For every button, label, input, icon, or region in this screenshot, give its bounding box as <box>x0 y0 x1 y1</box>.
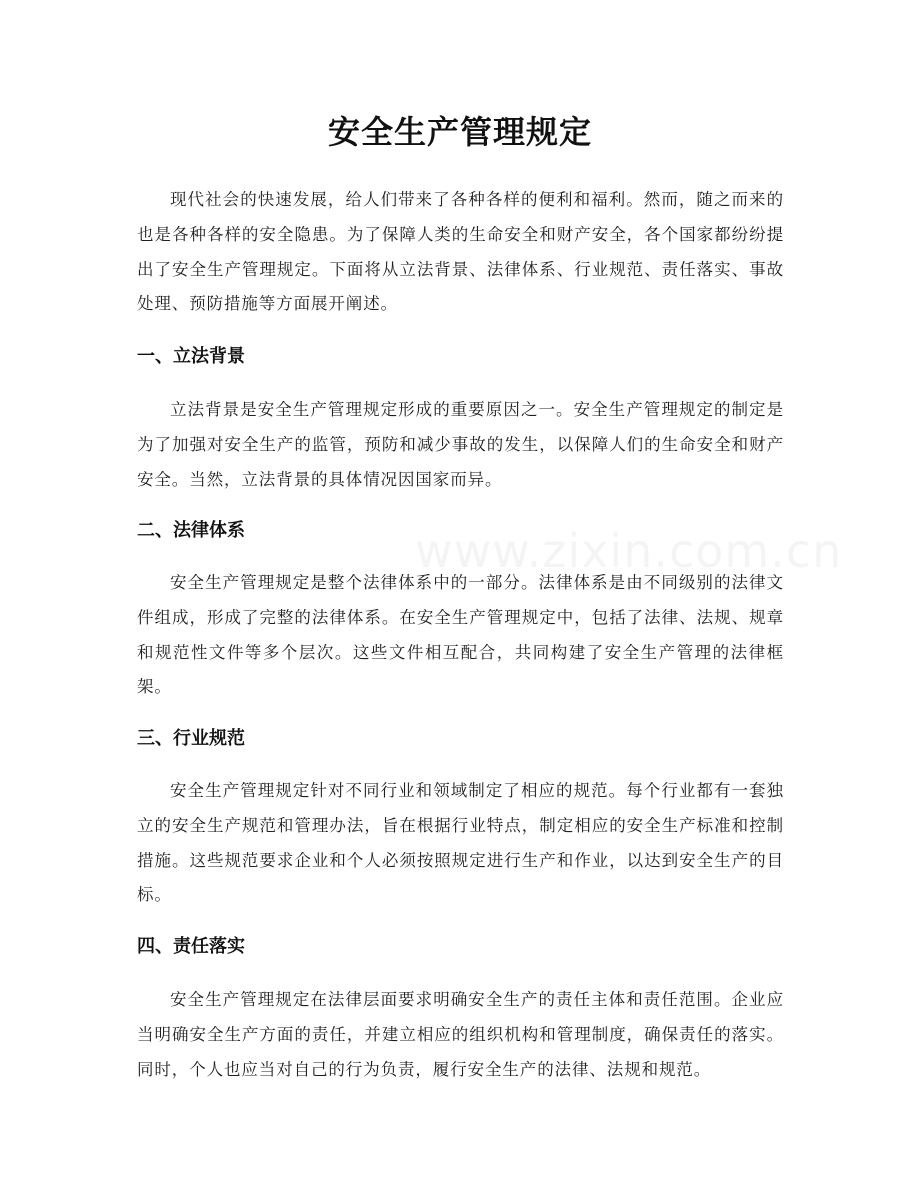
page-title: 安全生产管理规定 <box>327 113 592 151</box>
section-heading-legislation: 一、立法背景 <box>137 346 245 367</box>
section-heading-responsibility: 四、责任落实 <box>137 936 245 957</box>
section-body-legislation: 立法背景是安全生产管理规定形成的重要原因之一。安全生产管理规定的制定是为了加强对安全生产的监管，预防和减少事故的发生，以保障人们的生命安全和财产安全。当然，立法背景的具体情况因国家而异。 <box>137 400 784 489</box>
section-body-responsibility: 安全生产管理规定在法律层面要求明确安全生产的责任主体和责任范围。企业应当明确安全生产方面的责任，并建立相应的组织机构和管理制度，确保责任的落实。同时，个人也应当对自己的行为负责，履行安全生产的法律、法规和规范。 <box>137 990 784 1079</box>
section-heading-industry-norms: 三、行业规范 <box>137 728 245 749</box>
section-heading-legal-system: 二、法律体系 <box>137 520 245 541</box>
section-body-industry-norms: 安全生产管理规定针对不同行业和领域制定了相应的规范。每个行业都有一套独立的安全生产规范和管理办法，旨在根据行业特点，制定相应的安全生产标准和控制措施。这些规范要求企业和个人必须按照规定进行生产和作业，以达到安全生产的目标。 <box>137 781 784 905</box>
intro-paragraph: 现代社会的快速发展，给人们带来了各种各样的便利和福利。然而，随之而来的也是各种各样的安全隐患。为了保障人类的生命安全和财产安全，各个国家都纷纷提出了安全生产管理规定。下面将从立法背景、法律体系、行业规范、责任落实、事故处理、预防措施等方面展开阐述。 <box>137 190 784 314</box>
section-body-legal-system: 安全生产管理规定是整个法律体系中的一部分。法律体系是由不同级别的法律文件组成，形成了完整的法律体系。在安全生产管理规定中，包括了法律、法规、规章和规范性文件等多个层次。这些文件相互配合，共同构建了安全生产管理的法律框架。 <box>137 573 784 697</box>
